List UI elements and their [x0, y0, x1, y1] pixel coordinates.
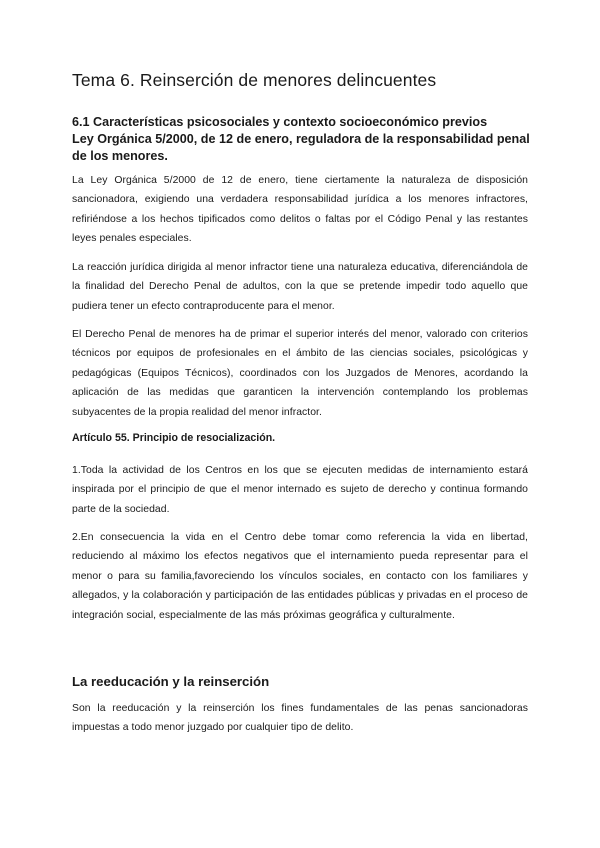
paragraph-article-55-point-2: 2.En consecuencia la vida en el Centro debe tomar como referencia la vida en libertad, reduciendo al máximo los efectos negativos que el internamiento pueda representar para el menor o para su familia,favoreciendo los vínculos sociales, en contacto con los familiares y allegados, y la colaboración y participación de las entidades públicas y privadas en el proceso de integración social, especialmente de las más próximas geográfica y culturalmente.: [72, 532, 528, 621]
paragraph-ley-organica: La Ley Orgánica 5/2000 de 12 de enero, tiene ciertamente la naturaleza de disposición sancionadora, exigiendo una verdadera responsabilidad jurídica a los menores infractores, refiriéndose a los hechos tipificados como delitos o faltas por el Código Penal y las restantes leyes penales especiales.: [72, 175, 528, 245]
section-heading-line-3: de los menores.: [72, 149, 168, 163]
paragraph-article-55-point-1: 1.Toda la actividad de los Centros en los que se ejecuten medidas de internamiento estará inspirada por el principio de que el menor internado es sujeto de derecho y continua formando parte de la sociedad.: [72, 465, 528, 515]
section-heading-line-2: Ley Orgánica 5/2000, de 12 de enero, reguladora de la responsabilidad penal: [72, 132, 530, 146]
article-55-heading: Artículo 55. Principio de resocialización.: [72, 432, 276, 444]
section-heading: [72, 114, 528, 165]
reeducacion-subheading: La reeducación y la reinserción: [72, 674, 270, 689]
paragraph-reaccion-juridica: La reacción jurídica dirigida al menor infractor tiene una naturaleza educativa, diferenciándola de la finalidad del Derecho Penal de adultos, con la que se pretende impedir todo aquello que pudiera tener un efecto contraproducente para el menor.: [72, 262, 528, 312]
document-title: Tema 6. Reinserción de menores delincuentes: [72, 70, 437, 90]
paragraph-reeducacion: Son la reeducación y la reinserción los fines fundamentales de las penas sancionadoras impuestas a todo menor juzgado por cualquier tipo de delito.: [72, 703, 528, 734]
paragraph-derecho-penal-menores: El Derecho Penal de menores ha de primar el superior interés del menor, valorado con criterios técnicos por equipos de profesionales en el ámbito de las ciencias sociales, psicológicas y pedagógicas (Equipos Técnicos), coordinados con los Juzgados de Menores, acordando la aplicación de las medidas que garanticen la intervención contemplando los problemas subyacentes de la propia realidad del menor infractor.: [72, 329, 528, 418]
section-heading-line-1: 6.1 Características psicosociales y contexto socioeconómico previos: [72, 115, 488, 129]
